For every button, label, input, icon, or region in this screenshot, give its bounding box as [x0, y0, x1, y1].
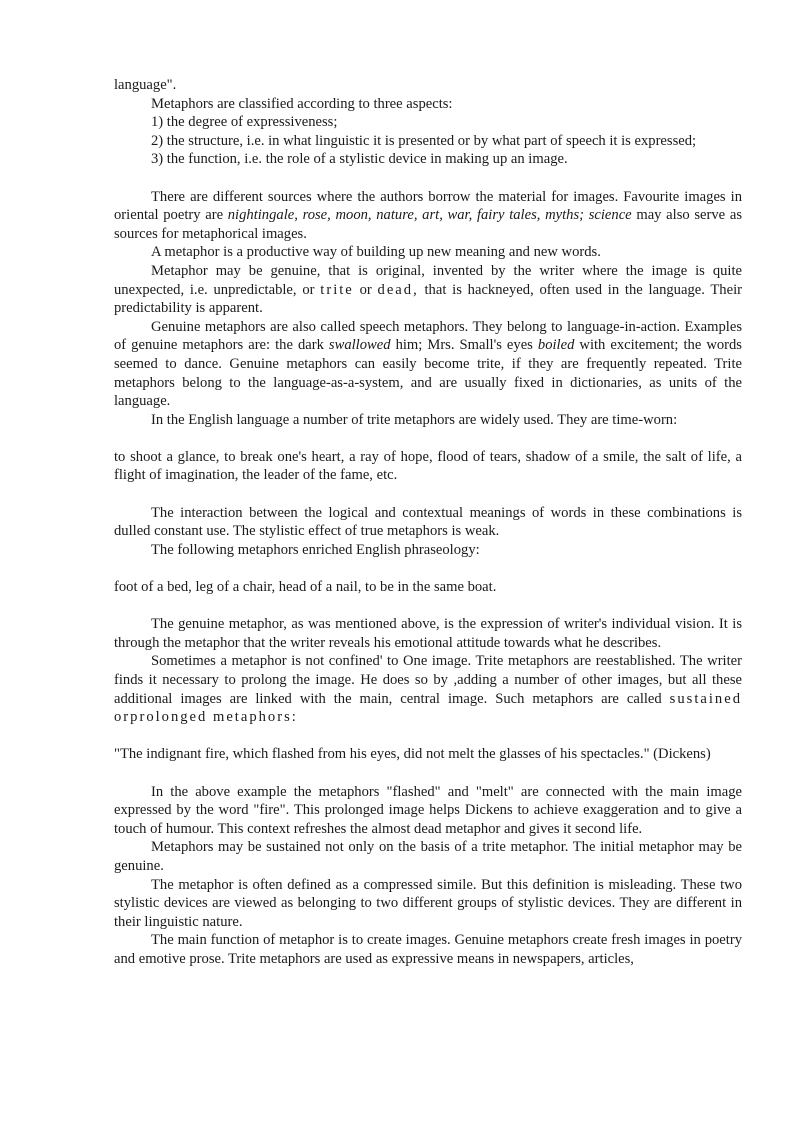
text-run: that is hackneyed, often used in the language. Their predictability is apparent.: [114, 281, 742, 317]
example-dickens-quote: "The indignant fire, which flashed from his eyes, did not melt the glasses of his spectacles." (Dickens): [114, 746, 711, 763]
paragraph-productive: A metaphor is a productive way of building up new meaning and new words.: [151, 244, 601, 261]
paragraph-main-function: The main function of metaphor is to create images. Genuine metaphors create fresh images in poetry and emotive prose. Trite metaphors are used as expressive means in newspapers, articles,: [114, 932, 742, 967]
text-run: Sometimes a metaphor is not confined' to One image. Trite metaphors are reestablished. The writer finds it necessary to prolong the image. He does so by ,adding a number of other images, but all these additional images are linked with the main, central image. Such metaphors are called: [114, 653, 742, 707]
paragraph-time-worn: In the English language a number of trite metaphors are widely used. They are time-worn:: [151, 411, 678, 428]
paragraph-speech-metaphors: [114, 318, 742, 411]
list-item-2: 2) the structure, i.e. in what linguistic it is presented or by what part of speech it is expressed;: [151, 132, 697, 149]
paragraph-continuation: language".: [114, 77, 177, 93]
spaced-term-trite: trite: [320, 281, 354, 298]
list-item-1: 1) the degree of expressiveness;: [151, 114, 338, 131]
spaced-term-sustained: sustained orprolonged metaphors:: [114, 690, 742, 726]
italic-run: swallowed: [328, 337, 391, 354]
paragraph-sustained: [114, 652, 742, 726]
italic-run: nightingale, rose, moon, nature, art, war, fairy tales, myths; science: [227, 207, 632, 224]
paragraph-interaction: The interaction between the logical and contextual meanings of words in these combinations is dulled constant use. The stylistic effect of true metaphors is weak.: [114, 504, 742, 540]
paragraph-classification-intro: Metaphors are classified according to three aspects:: [151, 95, 453, 112]
paragraph-genuine-vision: The genuine metaphor, as was mentioned above, is the expression of writer's individual vision. It is through the metaphor that the writer reveals his emotional attitude towards what he describes.: [114, 616, 742, 651]
paragraph-genuine-trite: [114, 262, 742, 318]
text-run: may also serve as sources for metaphorical images.: [114, 207, 742, 242]
paragraph-initial-metaphor: Metaphors may be sustained not only on the basis of a trite metaphor. The initial metaphor may be genuine.: [114, 839, 742, 874]
text-run: him; Mrs. Small's eyes: [390, 337, 538, 354]
text-run: Metaphor may be genuine, that is original, invented by the writer where the image is quite unexpected, i.e. unpredictable, or: [114, 262, 742, 298]
document-page: [114, 76, 742, 969]
paragraph-compressed-simile: The metaphor is often defined as a compressed simile. But this definition is misleading. These two stylistic devices are viewed as belonging to two different groups of stylistic devices. They are different in their linguistic nature.: [114, 876, 742, 930]
text-run: There are different sources where the authors borrow the material for images. Favourite images in oriental poetry are: [114, 188, 742, 224]
paragraph-dickens-analysis: In the above example the metaphors "flashed" and "melt" are connected with the main image expressed by the word "fire". This prolonged image helps Dickens to achieve exaggeration and to give a touch of humour. This context refreshes the almost dead metaphor and gives it second life.: [114, 783, 742, 837]
text-run: with excitement; the words seemed to dance. Genuine metaphors can easily become trite, if they are frequently repeated. Trite metaphors belong to the language-as-a-system, and are usually fixed in dictionaries, as units of the language.: [114, 337, 742, 410]
italic-run: boiled: [537, 337, 575, 354]
spaced-term-dead: dead,: [377, 281, 419, 298]
list-item-3: 3) the function, i.e. the role of a stylistic device in making up an image.: [151, 151, 568, 168]
paragraph-sources: [114, 188, 742, 244]
example-phraseology: foot of a bed, leg of a chair, head of a nail, to be in the same boat.: [114, 579, 497, 596]
paragraph-phraseology: The following metaphors enriched English phraseology:: [151, 541, 480, 558]
text-run: or: [353, 281, 378, 298]
text-run: Genuine metaphors are also called speech metaphors. They belong to language-in-action. Examples of genuine metaphors are: the dark: [114, 318, 742, 354]
example-trite-metaphors: to shoot a glance, to break one's heart, a ray of hope, flood of tears, shadow of a smile, the salt of life, a flight of imagination, the leader of the fame, etc.: [114, 448, 742, 484]
